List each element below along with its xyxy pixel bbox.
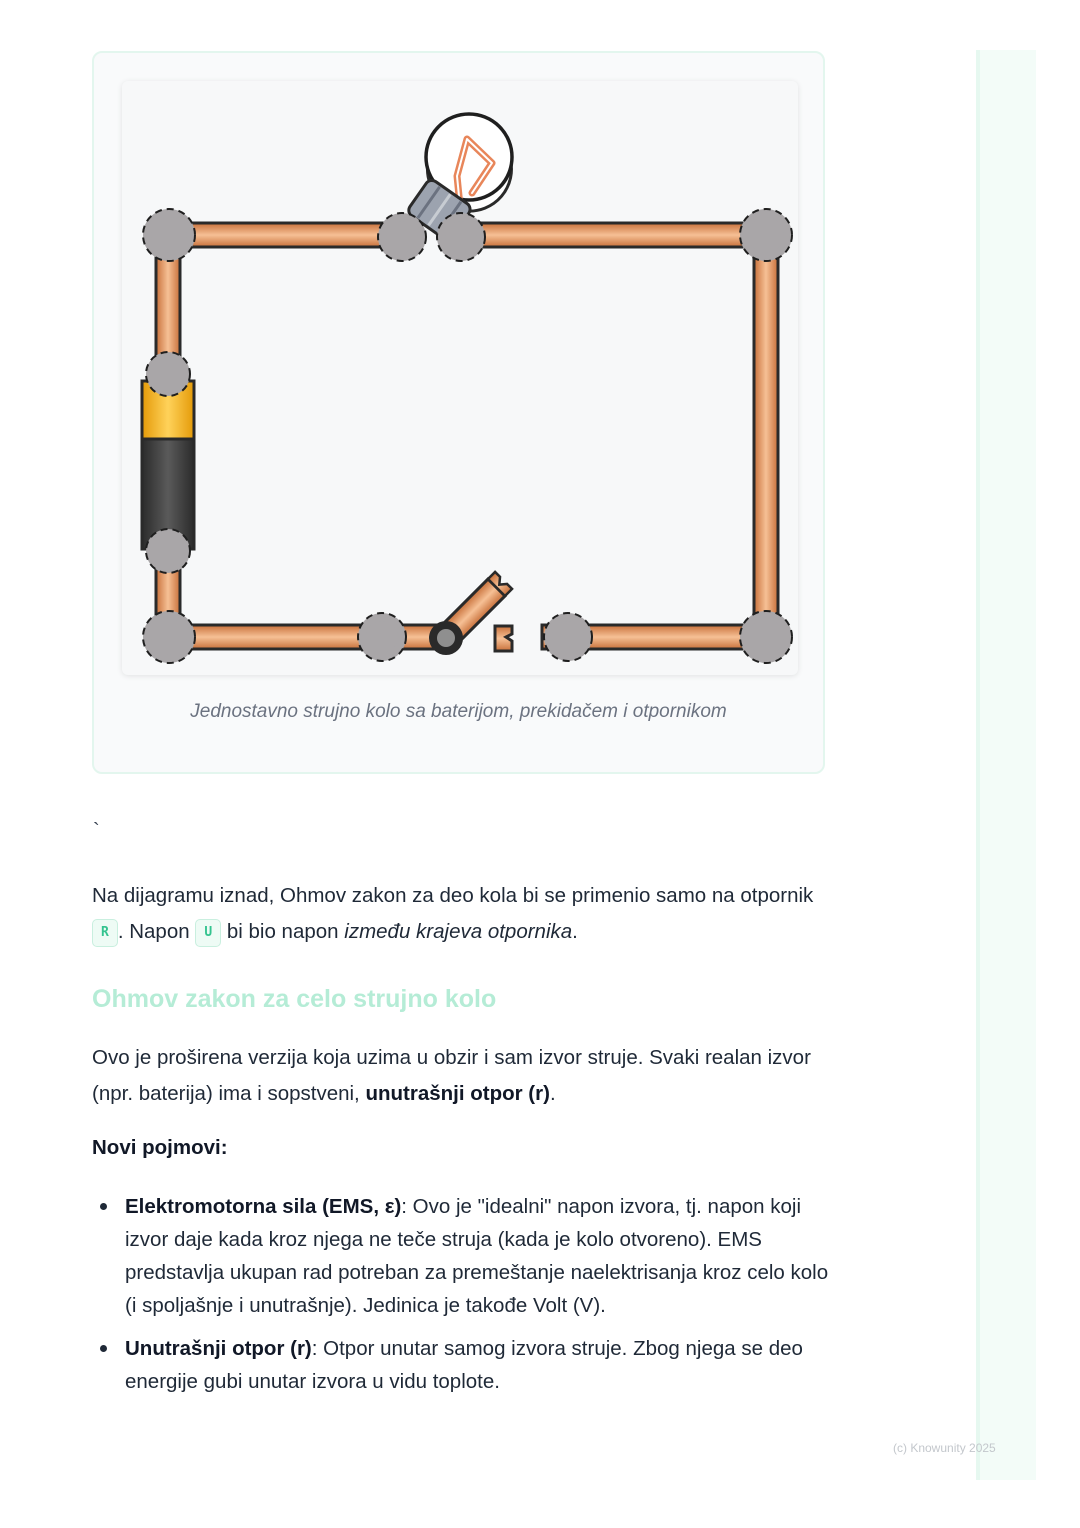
p1-italic: između krajeva otpornika [344,920,573,943]
footer-copyright: (c) Knowunity 2025 [893,1441,996,1455]
circuit-diagram-svg [122,81,798,675]
circuit-figure-card [92,51,825,774]
p1-text-a: Na dijagramu iznad, Ohmov zakon za deo kola bi se primenio samo na otpornik [92,884,814,907]
paragraph-full-circuit [92,1040,828,1112]
wire-bottom-left [169,625,381,649]
term-emf: Elektromotorna sila (EMS, ε) [125,1195,402,1218]
bullet-icon [100,1203,107,1210]
node-battery-bottom [146,529,190,573]
wire-top-right [462,223,767,247]
figure-caption: Jednostavno strujno kolo sa baterijom, prekidačem i otpornikom [190,701,727,722]
stray-backtick: ` [93,820,100,842]
p2-bold: unutrašnji otpor (r) [365,1082,550,1105]
p1-text-c: bi bio napon [221,920,345,943]
term-internal-resistance-text: : Otpor unutar samog izvora struje. Zbog njega se deo energije gubi unutar izvora u vidu toplote. [125,1337,803,1393]
sidebar-strip [976,50,1036,1480]
p1-text-b: . Napon [117,920,196,943]
term-emf-text: : Ovo je "idealni" napon izvora, tj. napon koji izvor daje kada kroz njega ne teče struja (kada je kolo otvoreno). EMS predstavlja ukupan rad potreban za premeštanje naelektrisanja kroz celo kolo (i spoljašnje i unutrašnje). Jedinica je takođe Volt (V). [125,1195,829,1317]
term-internal-resistance: Unutrašnji otpor (r) [125,1337,312,1360]
chip-u: U [195,919,221,947]
p2-text-b: . [549,1082,556,1105]
node-battery-top [146,352,190,396]
p1-text-d: . [572,920,578,943]
list-item [92,1332,832,1398]
terms-list [92,1190,832,1408]
battery [142,376,194,549]
list-item [92,1190,832,1322]
switch-contact [495,626,512,651]
chip-r: R [92,919,118,947]
wire-right [754,235,778,639]
bullet-icon [100,1345,107,1352]
paragraph-ohm-partial [92,878,828,950]
p2-text-a: Ovo je proširena verzija koja uzima u obzir i sam izvor struje. Svaki realan izvor (npr. baterija) ima i sopstveni, [92,1046,811,1105]
section-heading: Ohmov zakon za celo strujno kolo [92,985,497,1013]
wire-top-left [169,223,403,247]
circuit-diagram [122,81,798,675]
subheading-new-terms: Novi pojmovi: [92,1136,228,1159]
connection-nodes [143,209,792,663]
switch-pivot [429,621,463,655]
